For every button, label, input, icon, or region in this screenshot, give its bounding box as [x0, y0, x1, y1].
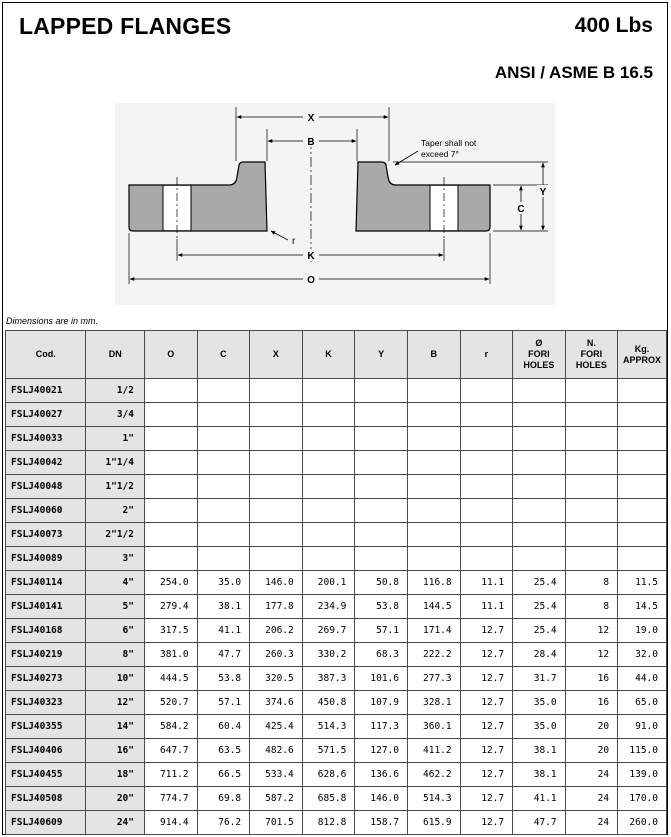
column-header-text: Kg.: [634, 343, 650, 354]
bolt-hole-left: [163, 186, 191, 230]
column-header-text: Ø: [535, 338, 543, 348]
dimension-cell: [250, 451, 303, 475]
column-header-text: B: [430, 349, 438, 359]
dimension-cell: 320.5: [250, 667, 303, 691]
dimension-cell: [460, 499, 513, 523]
dimension-cell: 260.0: [618, 811, 667, 835]
dimension-cell: 12.7: [460, 643, 513, 667]
table-row: [6, 571, 667, 595]
label-y: Y: [539, 187, 547, 198]
table-row: [6, 595, 667, 619]
column-header-text: HOLES: [523, 360, 555, 370]
dimension-cell: 269.7: [302, 619, 355, 643]
dimension-cell: 330.2: [302, 643, 355, 667]
dimension-cell: [197, 547, 250, 571]
dimension-cell: 12: [565, 619, 618, 643]
dimension-cell: 685.8: [302, 787, 355, 811]
dimension-cell: [197, 451, 250, 475]
item-code-cell: FSLJ40021: [6, 379, 86, 403]
item-code-cell: FSLJ40323: [6, 691, 86, 715]
taper-note-line1: Taper shall not: [421, 138, 477, 148]
dimension-cell: 587.2: [250, 787, 303, 811]
nominal-size-cell: 1"1/2: [86, 475, 145, 499]
dimension-cell: [197, 427, 250, 451]
nominal-size-cell: 1": [86, 427, 145, 451]
dimension-cell: 38.1: [197, 595, 250, 619]
dimension-cell: 514.3: [407, 787, 460, 811]
dimension-cell: [460, 427, 513, 451]
dimension-cell: 628.6: [302, 763, 355, 787]
dimension-cell: 8: [565, 571, 618, 595]
dimension-cell: 12.7: [460, 619, 513, 643]
dimension-cell: 25.4: [513, 619, 566, 643]
dimension-cell: 701.5: [250, 811, 303, 835]
dimension-cell: 127.0: [355, 739, 408, 763]
dimension-cell: [197, 523, 250, 547]
dimension-cell: 8: [565, 595, 618, 619]
dimension-cell: 11.1: [460, 595, 513, 619]
dimension-cell: [250, 379, 303, 403]
dimension-cell: [302, 379, 355, 403]
dimension-cell: 584.2: [144, 715, 197, 739]
dimension-cell: 615.9: [407, 811, 460, 835]
dimension-cell: [618, 427, 667, 451]
dimension-cell: 57.1: [355, 619, 408, 643]
dimension-cell: 425.4: [250, 715, 303, 739]
column-header: [302, 331, 355, 379]
table-row: [6, 739, 667, 763]
dimension-cell: [460, 451, 513, 475]
item-code-cell: FSLJ40033: [6, 427, 86, 451]
dimension-cell: [355, 547, 408, 571]
dimension-cell: 277.3: [407, 667, 460, 691]
column-header: [86, 331, 145, 379]
nominal-size-cell: 14": [86, 715, 145, 739]
dimension-cell: [565, 451, 618, 475]
dimension-cell: 317.5: [144, 619, 197, 643]
dimension-cell: [513, 475, 566, 499]
table-row: [6, 619, 667, 643]
dimension-cell: 38.1: [513, 763, 566, 787]
dimension-cell: 60.4: [197, 715, 250, 739]
dimension-cell: [513, 499, 566, 523]
dimension-cell: 170.0: [618, 787, 667, 811]
nominal-size-cell: 6": [86, 619, 145, 643]
dimension-cell: [407, 403, 460, 427]
dimension-cell: 68.3: [355, 643, 408, 667]
dimension-cell: 450.8: [302, 691, 355, 715]
table-row: [6, 523, 667, 547]
table-row: [6, 763, 667, 787]
dimension-cell: 76.2: [197, 811, 250, 835]
dimensions-note: Dimensions are in mm.: [6, 316, 99, 326]
table-row: [6, 427, 667, 451]
dimension-cell: [513, 451, 566, 475]
column-header: [144, 331, 197, 379]
dimension-cell: 107.9: [355, 691, 408, 715]
dimension-cell: 116.8: [407, 571, 460, 595]
table-row: [6, 403, 667, 427]
dimension-cell: 14.5: [618, 595, 667, 619]
item-code-cell: FSLJ40406: [6, 739, 86, 763]
column-header: [6, 331, 86, 379]
dimension-cell: 146.0: [355, 787, 408, 811]
dimension-cell: 136.6: [355, 763, 408, 787]
dimension-cell: [513, 403, 566, 427]
dimension-cell: 20: [565, 739, 618, 763]
dimension-cell: [407, 451, 460, 475]
table-row: [6, 715, 667, 739]
dimension-cell: 53.8: [197, 667, 250, 691]
dimension-cell: 24: [565, 811, 618, 835]
page-title: LAPPED FLANGES: [19, 13, 232, 39]
dimension-cell: [407, 379, 460, 403]
nominal-size-cell: 2": [86, 499, 145, 523]
dimension-cell: [250, 499, 303, 523]
dimension-cell: 482.6: [250, 739, 303, 763]
dimension-cell: [407, 547, 460, 571]
dimension-cell: 279.4: [144, 595, 197, 619]
dimension-cell: 533.4: [250, 763, 303, 787]
column-header-text: K: [325, 349, 332, 359]
table-row: [6, 451, 667, 475]
bolt-hole-right: [430, 186, 458, 230]
column-header-text: O: [167, 349, 175, 359]
dimension-cell: [513, 547, 566, 571]
dimension-cell: [302, 475, 355, 499]
dimension-cell: [460, 523, 513, 547]
column-header: [250, 331, 303, 379]
dimension-cell: [144, 475, 197, 499]
dimension-cell: 53.8: [355, 595, 408, 619]
dimension-cell: [565, 475, 618, 499]
nominal-size-cell: 24": [86, 811, 145, 835]
dimension-cell: 25.4: [513, 595, 566, 619]
dimension-cell: [618, 379, 667, 403]
dimension-cell: 520.7: [144, 691, 197, 715]
item-code-cell: FSLJ40027: [6, 403, 86, 427]
dimension-cell: 139.0: [618, 763, 667, 787]
dimension-cell: 360.1: [407, 715, 460, 739]
dimension-cell: 65.0: [618, 691, 667, 715]
dimension-cell: 647.7: [144, 739, 197, 763]
dimension-cell: [302, 403, 355, 427]
dimension-cell: 374.6: [250, 691, 303, 715]
dimension-cell: [250, 547, 303, 571]
item-code-cell: FSLJ40042: [6, 451, 86, 475]
dimension-cell: 32.0: [618, 643, 667, 667]
flange-cross-section-drawing: [3, 99, 667, 314]
dimension-cell: 812.8: [302, 811, 355, 835]
nominal-size-cell: 20": [86, 787, 145, 811]
dimension-cell: 101.6: [355, 667, 408, 691]
dimension-cell: [302, 427, 355, 451]
label-x: X: [307, 113, 315, 124]
dimension-cell: 11.5: [618, 571, 667, 595]
table-row: [6, 499, 667, 523]
item-code-cell: FSLJ40219: [6, 643, 86, 667]
dimension-cell: [144, 379, 197, 403]
dimension-cell: 12.7: [460, 691, 513, 715]
dimension-cell: 20: [565, 715, 618, 739]
dimension-cell: [197, 499, 250, 523]
nominal-size-cell: 1"1/4: [86, 451, 145, 475]
dimension-cell: 44.0: [618, 667, 667, 691]
dimension-cell: [302, 547, 355, 571]
nominal-size-cell: 1/2: [86, 379, 145, 403]
table-row: [6, 787, 667, 811]
dimension-cell: [565, 379, 618, 403]
table-row: [6, 547, 667, 571]
column-header-text: X: [272, 349, 279, 359]
table-row: [6, 475, 667, 499]
dimension-cell: 38.1: [513, 739, 566, 763]
nominal-size-cell: 10": [86, 667, 145, 691]
item-code-cell: FSLJ40073: [6, 523, 86, 547]
pressure-rating: 400 Lbs: [574, 14, 653, 37]
dimension-cell: 69.8: [197, 787, 250, 811]
dimension-cell: 66.5: [197, 763, 250, 787]
label-c: C: [517, 204, 525, 215]
dimension-cell: [355, 427, 408, 451]
dimension-cell: 31.7: [513, 667, 566, 691]
dimension-cell: [618, 547, 667, 571]
dimension-cell: [618, 523, 667, 547]
label-r: r: [292, 236, 296, 247]
dimension-cell: [197, 379, 250, 403]
dimension-cell: [565, 427, 618, 451]
dimension-cell: [618, 451, 667, 475]
dimension-cell: 774.7: [144, 787, 197, 811]
dimension-cell: 177.8: [250, 595, 303, 619]
column-header-text: Cod.: [35, 349, 56, 359]
dimension-cell: [355, 451, 408, 475]
dimension-cell: [250, 427, 303, 451]
item-code-cell: FSLJ40141: [6, 595, 86, 619]
dimension-cell: 381.0: [144, 643, 197, 667]
dimension-cell: 35.0: [197, 571, 250, 595]
table-row: [6, 811, 667, 835]
dimension-cell: [618, 499, 667, 523]
dimension-cell: [460, 379, 513, 403]
item-code-cell: FSLJ40048: [6, 475, 86, 499]
dimensions-table: [5, 330, 667, 835]
dimension-cell: 91.0: [618, 715, 667, 739]
dimension-cell: [407, 427, 460, 451]
item-code-cell: FSLJ40089: [6, 547, 86, 571]
dimension-cell: [302, 451, 355, 475]
dimension-cell: 117.3: [355, 715, 408, 739]
column-header-text: FORI: [580, 349, 603, 359]
dimension-cell: 47.7: [197, 643, 250, 667]
dimension-cell: [407, 475, 460, 499]
dimension-cell: 28.4: [513, 643, 566, 667]
dimension-cell: [302, 499, 355, 523]
table-row: [6, 667, 667, 691]
dimension-cell: [565, 547, 618, 571]
dimension-cell: 12: [565, 643, 618, 667]
label-o: O: [307, 275, 315, 286]
dimension-cell: [513, 379, 566, 403]
dimension-cell: [565, 523, 618, 547]
dimension-cell: 12.7: [460, 811, 513, 835]
dimension-cell: [144, 451, 197, 475]
dimension-cell: [250, 403, 303, 427]
dimension-cell: 41.1: [197, 619, 250, 643]
dimension-cell: 711.2: [144, 763, 197, 787]
nominal-size-cell: 12": [86, 691, 145, 715]
dimension-cell: 328.1: [407, 691, 460, 715]
dimension-cell: 144.5: [407, 595, 460, 619]
dimension-cell: [144, 403, 197, 427]
dimension-cell: [460, 475, 513, 499]
dimension-cell: 35.0: [513, 691, 566, 715]
dimension-cell: 158.7: [355, 811, 408, 835]
dimension-cell: [565, 499, 618, 523]
dimension-cell: 462.2: [407, 763, 460, 787]
dimension-cell: [565, 403, 618, 427]
dimension-cell: [355, 523, 408, 547]
dimension-cell: [144, 499, 197, 523]
nominal-size-cell: 16": [86, 739, 145, 763]
dimension-cell: 12.7: [460, 715, 513, 739]
dimension-cell: 411.2: [407, 739, 460, 763]
item-code-cell: FSLJ40168: [6, 619, 86, 643]
table-row: [6, 643, 667, 667]
dimension-cell: [407, 523, 460, 547]
dimension-cell: 12.7: [460, 739, 513, 763]
column-header-text: DN: [108, 349, 122, 359]
dimension-cell: [460, 403, 513, 427]
dimension-cell: [144, 427, 197, 451]
dimension-cell: 19.0: [618, 619, 667, 643]
column-header: [355, 331, 408, 379]
dimension-cell: 254.0: [144, 571, 197, 595]
column-header: [565, 331, 618, 379]
dimension-cell: [355, 403, 408, 427]
nominal-size-cell: 8": [86, 643, 145, 667]
label-b: B: [307, 137, 315, 148]
dimension-cell: [460, 547, 513, 571]
column-header-text: C: [220, 349, 227, 359]
dimension-cell: [513, 427, 566, 451]
column-header-text: APPROX: [623, 354, 662, 365]
column-header: [618, 331, 667, 379]
dimension-cell: 12.7: [460, 787, 513, 811]
dimension-cell: 387.3: [302, 667, 355, 691]
dimension-cell: 571.5: [302, 739, 355, 763]
item-code-cell: FSLJ40455: [6, 763, 86, 787]
dimension-cell: 41.1: [513, 787, 566, 811]
dimension-cell: [355, 499, 408, 523]
column-header-text: Y: [378, 349, 385, 359]
column-header: [460, 331, 513, 379]
dimension-cell: 514.3: [302, 715, 355, 739]
dimension-cell: [513, 523, 566, 547]
dimension-cell: 200.1: [302, 571, 355, 595]
dimension-cell: [302, 523, 355, 547]
dimension-cell: 11.1: [460, 571, 513, 595]
dimension-cell: [618, 403, 667, 427]
dimension-cell: [407, 499, 460, 523]
dimension-cell: 47.7: [513, 811, 566, 835]
column-header-text: HOLES: [575, 360, 607, 370]
dimension-cell: 146.0: [250, 571, 303, 595]
dimension-cell: [355, 475, 408, 499]
column-header: [197, 331, 250, 379]
column-header-text: N.: [586, 338, 596, 348]
dimension-cell: 12.7: [460, 763, 513, 787]
dimension-cell: 24: [565, 787, 618, 811]
table-header-row: [6, 331, 667, 379]
item-code-cell: FSLJ40060: [6, 499, 86, 523]
dimension-cell: 914.4: [144, 811, 197, 835]
dimension-cell: 16: [565, 691, 618, 715]
dimension-cell: [355, 379, 408, 403]
dimension-cell: 35.0: [513, 715, 566, 739]
nominal-size-cell: 2"1/2: [86, 523, 145, 547]
dimension-cell: 63.5: [197, 739, 250, 763]
column-header: [407, 331, 460, 379]
dimension-cell: [250, 475, 303, 499]
item-code-cell: FSLJ40114: [6, 571, 86, 595]
nominal-size-cell: 3": [86, 547, 145, 571]
dimension-cell: 444.5: [144, 667, 197, 691]
column-header-text: FORI: [528, 349, 550, 359]
dimension-cell: 24: [565, 763, 618, 787]
dimension-cell: 171.4: [407, 619, 460, 643]
dimension-cell: 57.1: [197, 691, 250, 715]
dimension-cell: 12.7: [460, 667, 513, 691]
nominal-size-cell: 5": [86, 595, 145, 619]
taper-note-line2: exceed 7°: [421, 149, 459, 159]
dimension-cell: 50.8: [355, 571, 408, 595]
dimension-cell: [618, 475, 667, 499]
item-code-cell: FSLJ40273: [6, 667, 86, 691]
standard-reference: ANSI / ASME B 16.5: [494, 63, 653, 82]
nominal-size-cell: 18": [86, 763, 145, 787]
item-code-cell: FSLJ40609: [6, 811, 86, 835]
column-header-text: r: [484, 349, 489, 359]
dimension-cell: [197, 403, 250, 427]
table-row: [6, 379, 667, 403]
dimension-cell: 234.9: [302, 595, 355, 619]
dimension-cell: 115.0: [618, 739, 667, 763]
dimension-cell: 222.2: [407, 643, 460, 667]
dimension-cell: 206.2: [250, 619, 303, 643]
nominal-size-cell: 4": [86, 571, 145, 595]
nominal-size-cell: 3/4: [86, 403, 145, 427]
label-k: K: [307, 251, 315, 262]
item-code-cell: FSLJ40355: [6, 715, 86, 739]
dimension-cell: 25.4: [513, 571, 566, 595]
table-row: [6, 691, 667, 715]
dimension-cell: 16: [565, 667, 618, 691]
datasheet: [2, 2, 668, 835]
dimension-cell: [197, 475, 250, 499]
item-code-cell: FSLJ40508: [6, 787, 86, 811]
dimension-cell: [144, 547, 197, 571]
dimension-cell: 260.3: [250, 643, 303, 667]
dimension-cell: [144, 523, 197, 547]
column-header: [513, 331, 566, 379]
dimension-cell: [250, 523, 303, 547]
